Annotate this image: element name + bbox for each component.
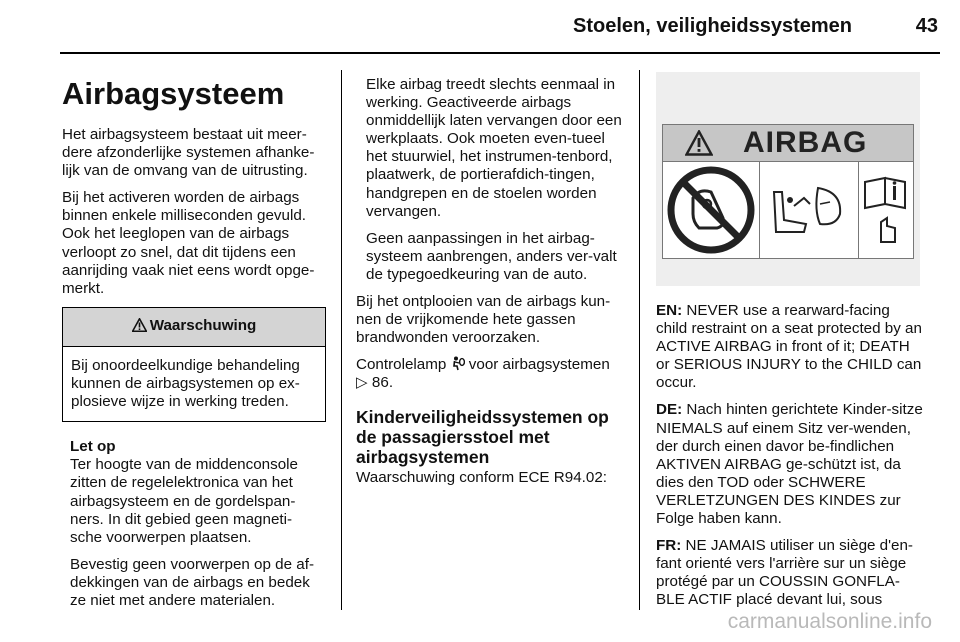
page-reference: 86. <box>371 374 394 392</box>
warning-text-fr <box>656 537 924 609</box>
lang-code-de: DE: <box>656 401 683 419</box>
paragraph-control-lamp <box>356 356 624 392</box>
read-manual-icon <box>859 162 913 258</box>
ece-warning-intro: Waarschuwing conform ECE R94.02: <box>356 468 607 486</box>
label-banner-text: AIRBAG <box>743 125 868 159</box>
label-inner <box>662 124 914 258</box>
label-warning-icon <box>685 130 713 156</box>
page-reference-arrow-icon: ▷ <box>356 374 368 392</box>
indented-block <box>356 76 624 284</box>
label-banner <box>662 124 914 162</box>
control-lamp-suffix: voor airbagsystemen <box>468 356 610 374</box>
section-subheading-child-seats: Kinderveiligheidssystemen op de passagiersstoel met airbagsystemen <box>356 406 609 467</box>
lang-code-fr: FR: <box>656 537 682 555</box>
warning-triangle-icon <box>132 318 147 332</box>
warning-text-en <box>656 302 924 392</box>
header-rule <box>60 52 940 54</box>
lang-text-de: Nach hinten gerichtete Kinder-sitze NIEMALS auf einem Sitz ver-wenden, der durch einen davor be-findlichen AKTIVEN AIRBAG ge-schützt ist, da dies den TOD oder SCHWERE VERLETZUNGEN DES KINDES zur Folge haben kann. <box>656 401 923 528</box>
warning-title: Waarschuwing <box>149 316 257 334</box>
lang-code-en: EN: <box>656 302 683 319</box>
airbag-indicator-icon <box>451 356 465 371</box>
paragraph: Geen aanpassingen in het airbag-systeem aanbrengen, anders ver-valt de typegoedkeuring van de auto. <box>366 229 617 283</box>
note-paragraph: Bevestig geen voorwerpen op de af-dekkingen van de airbags en bedek ze niet met andere materialen. <box>70 555 315 609</box>
warning-header <box>63 308 325 347</box>
paragraph: Bij het activeren worden de airbags binnen enkele milliseconden gevuld. Ook het leeglopen van de airbags verloopt zo snel, dat dit tijdens een aanrijding vaak niet eens wordt opge-merkt. <box>62 189 315 297</box>
lang-text-fr: NE JAMAIS utiliser un siège d'en-fant orienté vers l'arrière sur un siège protégé par un COUSSIN GONFLA-BLE ACTIF placé devant lui, sous <box>656 537 913 609</box>
lang-text-en: NEVER use a rearward-facing child restraint on a seat protected by an ACTIVE AIRBAG in front of it; DEATH or SERIOUS INJURY to the CHILD can occur. <box>656 302 922 392</box>
watermark: carmanualsonline.info <box>727 610 932 633</box>
note-block <box>62 438 326 610</box>
column-divider-left <box>341 70 342 610</box>
section-heading-airbagsysteem: Airbagsysteem <box>62 76 285 111</box>
warning-body: Bij onoordeelkundige behandeling kunnen de airbagsystemen op ex-plosieve wijze in werking treden. <box>71 356 300 411</box>
column-2 <box>356 76 624 487</box>
column-divider-right <box>639 70 640 610</box>
paragraph: Elke airbag treedt slechts eenmaal in werking. Geactiveerde airbags onmiddellijk laten vervangen door een werkplaats. Ook moeten even-tueel het stuurwiel, het instrumen-tenbord, plaatwerk, de portierafdich-tingen, handgrepen en de stoelen worden vervangen. <box>366 76 622 220</box>
warning-box <box>62 307 326 422</box>
seat-airbag-deploy-icon <box>760 162 859 258</box>
page-number: 43 <box>915 15 938 37</box>
page-header-title: Stoelen, veiligheidssystemen <box>573 15 852 37</box>
airbag-warning-label <box>656 72 920 286</box>
paragraph: Het airbagsysteem bestaat uit meer-dere afzonderlijke systemen afhanke-lijk van de omvang van de uitrusting. <box>62 126 315 180</box>
no-rear-facing-seat-icon <box>663 162 760 258</box>
note-title: Let op <box>70 438 116 456</box>
label-panels <box>662 162 914 259</box>
note-paragraph: Ter hoogte van de middenconsole zitten de regelelektronica van het airbagsysteem en de gordelspan-ners. In dit gebied geen magneti-sche voorwerpen plaatsen. <box>70 456 298 546</box>
paragraph: Bij het ontplooien van de airbags kun-nen de vrijkomende hete gassen brandwonden veroorzaken. <box>356 293 611 347</box>
control-lamp-prefix: Controlelamp <box>356 356 447 374</box>
column-3 <box>656 72 924 619</box>
column-1 <box>62 76 326 619</box>
warning-text-de <box>656 401 924 528</box>
